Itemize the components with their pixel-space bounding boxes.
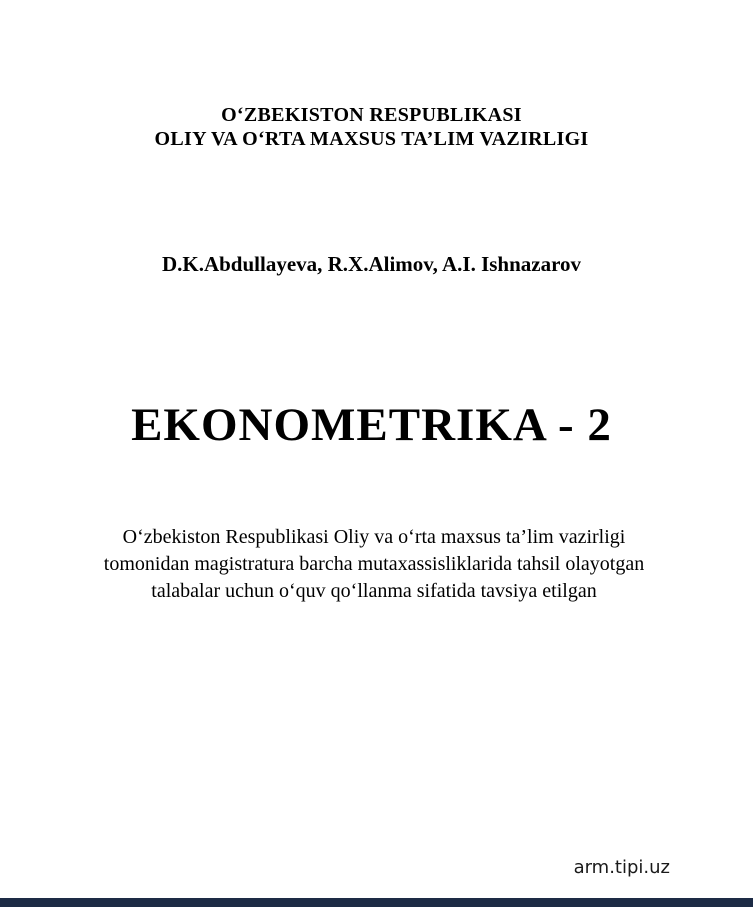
recommendation-line-1: O‘zbekiston Respublikasi Oliy va o‘rta maxsus ta’lim vazirligi <box>122 526 626 548</box>
header-ministry-line: OLIY VA O‘RTA MAXSUS TA’LIM VAZIRLIGI <box>154 128 589 150</box>
book-title: EKONOMETRIKA - 2 <box>131 399 612 451</box>
authors-line: D.K.Abdullayeva, R.X.Alimov, A.I. Ishnazarov <box>161 252 582 276</box>
site-watermark: arm.tipi.uz <box>573 857 670 878</box>
ministry-header <box>0 103 743 151</box>
recommendation-paragraph <box>0 524 748 605</box>
bottom-bar <box>0 898 753 907</box>
recommendation-line-2: tomonidan magistratura barcha mutaxassisliklarida tahsil olayotgan <box>103 553 645 575</box>
recommendation-line-3: talabalar uchun o‘quv qo‘llanma sifatida tavsiya etilgan <box>151 580 597 602</box>
header-country-line: O‘ZBEKISTON RESPUBLIKASI <box>221 104 522 126</box>
